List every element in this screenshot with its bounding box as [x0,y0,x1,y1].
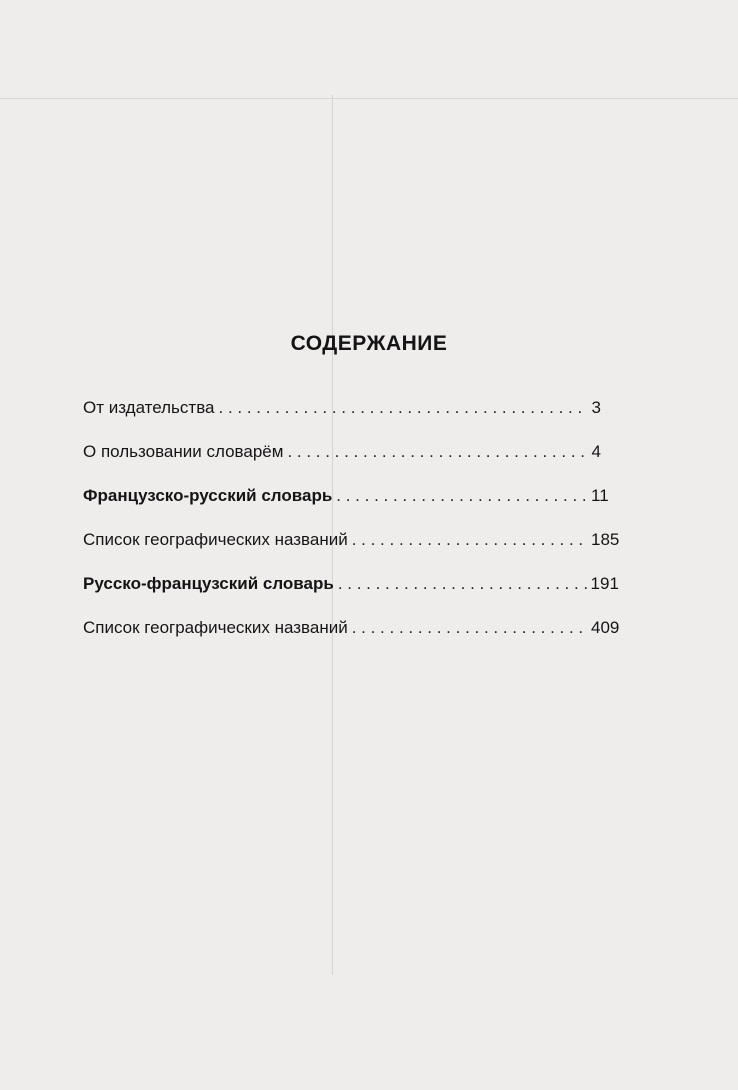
toc-entry-label: Список географических названий [83,530,348,549]
toc-entry-label: Список географических названий [83,618,348,637]
toc-entry-page: 409 [591,618,620,637]
table-of-contents [83,398,620,662]
toc-leader-dots [219,398,588,418]
toc-entry [83,486,609,530]
toc-entry-page: 191 [590,574,619,593]
toc-entry-page: 4 [591,442,601,461]
toc-entry [83,618,620,662]
toc-entry-page: 11 [591,486,609,505]
toc-entry [83,442,601,486]
toc-leader-dots [352,618,587,638]
toc-entry-label: Французско-русский словарь [83,486,333,505]
toc-entry-page: 3 [591,398,601,417]
toc-entry-label: От издательства [83,398,215,417]
toc-entry-label: Русско-французский словарь [83,574,334,593]
bleed-through-rule [0,98,738,99]
toc-leader-dots [352,530,587,550]
toc-entry [83,398,601,442]
toc-leader-dots [338,574,587,594]
toc-entry [83,530,620,574]
toc-entry-label: О пользовании словарём [83,442,284,461]
toc-leader-dots [287,442,587,462]
toc-entry [83,574,619,618]
toc-entry-page: 185 [591,530,620,549]
toc-title: СОДЕРЖАНИЕ [290,332,448,355]
toc-leader-dots [336,486,587,506]
